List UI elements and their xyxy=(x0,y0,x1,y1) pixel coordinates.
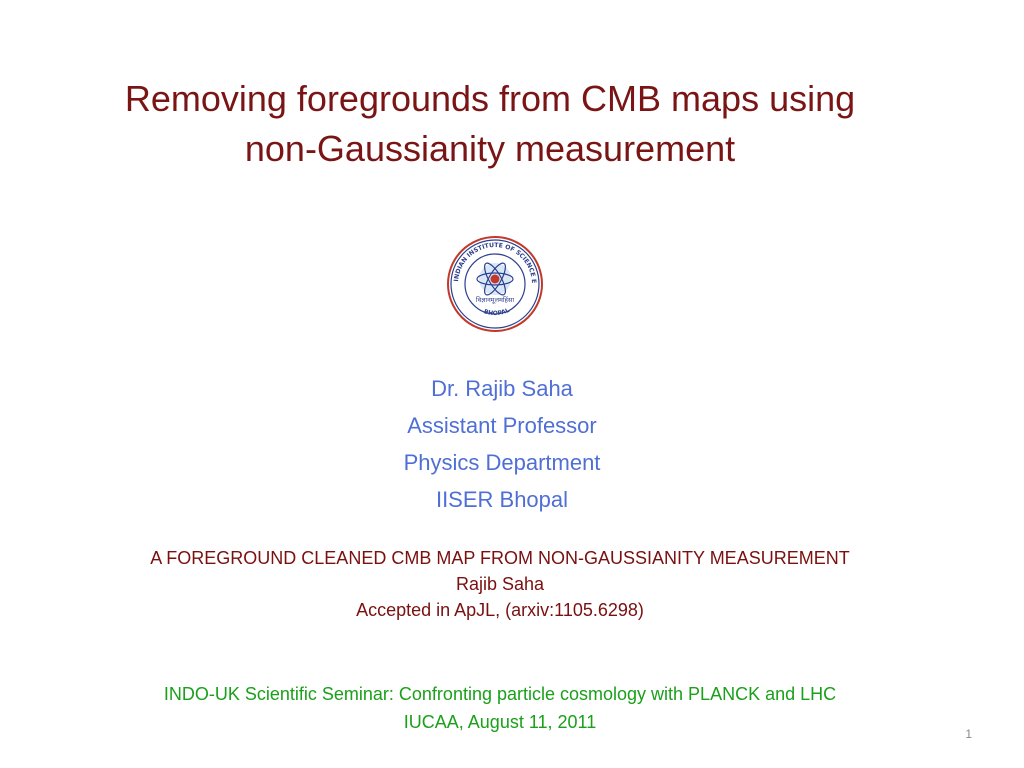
paper-reference xyxy=(40,545,960,623)
slide-title-line2: non-Gaussianity measurement xyxy=(244,128,736,169)
paper-title: A FOREGROUND CLEANED CMB MAP FROM NON-GAUSSIANITY MEASUREMENT xyxy=(150,548,850,568)
slide-title-line1: Removing foregrounds from CMB maps using xyxy=(124,78,856,119)
logo-ring-text: INDIAN INSTITUTE OF SCIENCE E xyxy=(453,241,538,284)
page-number: 1 xyxy=(965,727,972,741)
paper-status: Accepted in ApJL, (arxiv:1105.6298) xyxy=(356,600,644,620)
author-institution: IISER Bhopal xyxy=(435,487,569,512)
author-name: Dr. Rajib Saha xyxy=(431,376,573,401)
institute-logo xyxy=(446,235,544,333)
logo-motto: विज्ञानमूलमहिंसा xyxy=(475,296,515,304)
seminar-name: INDO-UK Scientific Seminar: Confronting particle cosmology with PLANCK and LHC xyxy=(163,684,837,704)
seminar-venue-date: IUCAA, August 11, 2011 xyxy=(403,712,597,732)
author-position: Assistant Professor xyxy=(407,413,597,438)
logo-ring-text-bottom: BHOPAL xyxy=(482,306,511,318)
author-block xyxy=(300,370,704,518)
author-department: Physics Department xyxy=(403,450,601,475)
paper-author: Rajib Saha xyxy=(455,574,545,594)
iiser-emblem-icon xyxy=(446,235,544,333)
slide-title xyxy=(40,74,940,174)
seminar-info xyxy=(40,680,960,736)
